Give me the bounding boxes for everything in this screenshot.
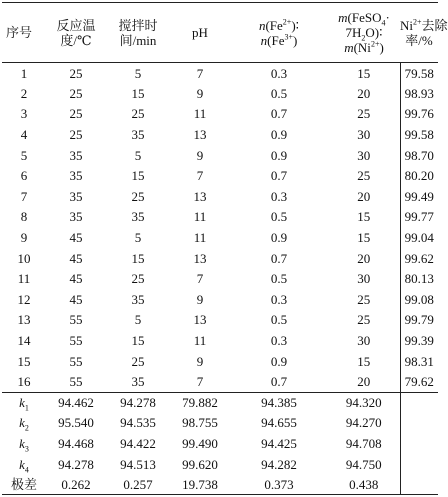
table-row bbox=[2, 186, 438, 207]
table-row bbox=[2, 83, 438, 104]
stats-label-text: k bbox=[19, 395, 25, 411]
cell-feso4-ratio: 15 bbox=[328, 207, 400, 228]
stats-label-text: 极差 bbox=[10, 476, 37, 492]
cell-temperature: 45 bbox=[69, 230, 83, 246]
cell-ph: 7 bbox=[196, 168, 204, 184]
text-7h: 7H bbox=[345, 25, 362, 40]
sub-2: 2 bbox=[361, 33, 366, 43]
cell-feso4-ratio: 15 bbox=[328, 227, 400, 248]
cell-stir-time: 35 bbox=[131, 291, 145, 307]
cell-removal-rate: 99.39 bbox=[404, 333, 434, 349]
cell-feso4-ratio: 30 bbox=[328, 124, 400, 145]
cell-fe-ratio: 0.7 bbox=[270, 106, 288, 122]
cell-seq: 2 bbox=[20, 85, 28, 101]
cell-fe-ratio: 0.3 bbox=[270, 333, 288, 349]
stats-cell-ph: 98.755 bbox=[182, 415, 218, 431]
orthogonal-test-table bbox=[2, 2, 448, 495]
stats-cell-temperature: 94.278 bbox=[58, 456, 94, 472]
header-fe-ratio bbox=[230, 3, 328, 63]
cell-feso4-ratio: 25 bbox=[328, 104, 400, 125]
var-m: m bbox=[344, 40, 354, 55]
table-row bbox=[2, 330, 438, 351]
cell-removal-rate: 99.04 bbox=[404, 230, 434, 246]
cell-ph: 13 bbox=[193, 188, 207, 204]
table-row bbox=[2, 227, 438, 248]
stats-cell-stir-time: 94.535 bbox=[120, 415, 156, 431]
cell-seq: 13 bbox=[17, 312, 31, 328]
header-stir-time-line2: 间/min bbox=[119, 32, 157, 48]
header-temperature bbox=[46, 3, 106, 63]
cell-seq: 9 bbox=[20, 230, 28, 246]
cell-removal-rate: 80.13 bbox=[404, 271, 434, 287]
cell-ph: 7 bbox=[196, 271, 204, 287]
cell-fe-ratio: 0.3 bbox=[270, 188, 288, 204]
cell-feso4-ratio: 15 bbox=[328, 351, 400, 372]
stats-cell-empty bbox=[400, 474, 438, 495]
cell-removal-rate: 99.49 bbox=[404, 188, 434, 204]
table-row bbox=[2, 289, 438, 310]
cell-ph: 11 bbox=[193, 230, 207, 246]
stats-cell-feso4-ratio: 94.320 bbox=[328, 392, 400, 413]
cell-stir-time: 25 bbox=[131, 188, 145, 204]
cell-removal-rate: 98.31 bbox=[404, 353, 434, 369]
cell-temperature: 25 bbox=[69, 106, 83, 122]
cell-stir-time: 5 bbox=[134, 312, 142, 328]
cell-fe-ratio: 0.7 bbox=[270, 168, 288, 184]
cell-temperature: 25 bbox=[69, 127, 83, 143]
stats-label bbox=[2, 454, 46, 475]
cell-stir-time: 35 bbox=[131, 373, 145, 389]
cell-ph: 11 bbox=[193, 106, 207, 122]
sup-2plus: 2+ bbox=[413, 17, 422, 27]
table-stats bbox=[2, 392, 438, 495]
cell-seq: 11 bbox=[17, 271, 31, 287]
cell-fe-ratio: 0.5 bbox=[270, 209, 288, 225]
cell-temperature: 55 bbox=[69, 312, 83, 328]
header-removal-line2: 率/% bbox=[405, 32, 433, 48]
header-stir-time bbox=[106, 3, 170, 63]
table-body bbox=[2, 63, 438, 393]
cell-removal-rate: 80.20 bbox=[404, 168, 434, 184]
cell-seq: 16 bbox=[17, 373, 31, 389]
stats-row bbox=[2, 433, 438, 454]
text-paren: ) bbox=[293, 32, 298, 48]
stats-label-sub: 1 bbox=[24, 403, 29, 413]
cell-stir-time: 35 bbox=[131, 127, 145, 143]
cell-seq: 1 bbox=[20, 65, 28, 81]
cell-fe-ratio: 0.5 bbox=[270, 312, 288, 328]
cell-stir-time: 35 bbox=[131, 209, 145, 225]
stats-cell-fe-ratio: 94.425 bbox=[261, 435, 297, 451]
table-row bbox=[2, 371, 438, 392]
header-removal-rate bbox=[400, 3, 448, 63]
cell-removal-rate: 99.77 bbox=[404, 209, 434, 225]
cell-seq: 5 bbox=[20, 147, 28, 163]
stats-cell-empty bbox=[400, 454, 438, 475]
cell-removal-rate: 99.62 bbox=[404, 250, 434, 266]
cell-feso4-ratio: 20 bbox=[328, 186, 400, 207]
table-row bbox=[2, 310, 438, 331]
cell-seq: 4 bbox=[20, 127, 28, 143]
cell-fe-ratio: 0.9 bbox=[270, 353, 288, 369]
cell-ph: 9 bbox=[196, 147, 204, 163]
cell-temperature: 35 bbox=[69, 188, 83, 204]
stats-cell-stir-time: 94.422 bbox=[120, 435, 156, 451]
stats-label bbox=[2, 474, 46, 495]
cell-stir-time: 5 bbox=[134, 147, 142, 163]
cell-temperature: 35 bbox=[69, 168, 83, 184]
cell-removal-rate: 79.58 bbox=[404, 65, 434, 81]
cell-seq: 12 bbox=[17, 291, 31, 307]
stats-label bbox=[2, 433, 46, 454]
stats-cell-empty bbox=[400, 392, 438, 413]
cell-fe-ratio: 0.7 bbox=[270, 250, 288, 266]
cell-removal-rate: 79.62 bbox=[404, 373, 434, 389]
cell-stir-time: 5 bbox=[134, 230, 142, 246]
stats-cell-fe-ratio: 94.655 bbox=[261, 415, 297, 431]
cell-feso4-ratio: 15 bbox=[328, 63, 400, 84]
text-ni: Ni bbox=[400, 17, 413, 33]
stats-label-text: k bbox=[19, 456, 25, 472]
table-row bbox=[2, 165, 438, 186]
text-removal: 去除 bbox=[421, 17, 448, 33]
table-row bbox=[2, 351, 438, 372]
table-row bbox=[2, 124, 438, 145]
cell-ph: 9 bbox=[196, 353, 204, 369]
stats-cell-fe-ratio: 94.385 bbox=[230, 392, 328, 413]
text-fe: (Fe bbox=[265, 17, 283, 33]
stats-cell-temperature: 94.468 bbox=[58, 435, 94, 451]
cell-fe-ratio: 0.5 bbox=[270, 85, 288, 101]
sup-2plus: 2+ bbox=[370, 39, 380, 49]
stats-cell-feso4-ratio: 94.708 bbox=[328, 433, 400, 454]
stats-cell-empty bbox=[400, 413, 438, 434]
cell-seq: 15 bbox=[17, 353, 31, 369]
cell-seq: 6 bbox=[20, 168, 28, 184]
stats-cell-feso4-ratio: 94.750 bbox=[328, 454, 400, 475]
cell-temperature: 55 bbox=[69, 333, 83, 349]
cell-fe-ratio: 0.9 bbox=[270, 127, 288, 143]
table-row bbox=[2, 104, 438, 125]
header-seq: 序号 bbox=[6, 25, 33, 40]
cell-ph: 13 bbox=[193, 127, 207, 143]
cell-temperature: 45 bbox=[69, 250, 83, 266]
header-temperature-line2: 度/℃ bbox=[60, 32, 92, 48]
text-dot: · bbox=[385, 10, 390, 25]
stats-cell-temperature: 0.262 bbox=[46, 474, 106, 495]
stats-cell-temperature: 94.462 bbox=[46, 392, 106, 413]
cell-stir-time: 5 bbox=[134, 65, 142, 81]
cell-ph: 13 bbox=[193, 312, 207, 328]
cell-feso4-ratio: 25 bbox=[328, 165, 400, 186]
cell-removal-rate: 99.79 bbox=[404, 312, 434, 328]
stats-cell-ph: 99.490 bbox=[182, 435, 218, 451]
sup-3plus: 3+ bbox=[284, 32, 293, 42]
cell-ph: 7 bbox=[196, 373, 204, 389]
header-feso4-line1 bbox=[328, 10, 400, 28]
header-feso4-ratio bbox=[328, 3, 400, 63]
cell-feso4-ratio: 30 bbox=[328, 268, 400, 289]
stats-cell-empty bbox=[400, 433, 438, 454]
cell-fe-ratio: 0.5 bbox=[270, 271, 288, 287]
text-o: O)∶ bbox=[365, 25, 383, 40]
cell-feso4-ratio: 20 bbox=[328, 83, 400, 104]
cell-ph: 9 bbox=[196, 291, 204, 307]
cell-feso4-ratio: 30 bbox=[328, 330, 400, 351]
cell-ph: 9 bbox=[196, 85, 204, 101]
text-paren: ) bbox=[379, 40, 384, 55]
cell-fe-ratio: 0.3 bbox=[270, 291, 288, 307]
stats-cell-fe-ratio: 94.282 bbox=[261, 456, 297, 472]
stats-row bbox=[2, 413, 438, 434]
cell-temperature: 25 bbox=[69, 85, 83, 101]
stats-cell-ph: 19.738 bbox=[170, 474, 230, 495]
cell-feso4-ratio: 25 bbox=[328, 310, 400, 331]
table-row bbox=[2, 63, 438, 84]
cell-stir-time: 25 bbox=[131, 106, 145, 122]
cell-seq: 7 bbox=[20, 188, 28, 204]
text-fe: (Fe bbox=[267, 32, 285, 48]
sup-2plus: 2+ bbox=[282, 17, 292, 27]
cell-feso4-ratio: 20 bbox=[328, 248, 400, 269]
cell-ph: 11 bbox=[193, 209, 207, 225]
cell-ph: 11 bbox=[193, 333, 207, 349]
header-fe-ratio-line2 bbox=[230, 33, 328, 48]
text-ni: (Ni bbox=[353, 40, 371, 55]
stats-cell-fe-ratio: 0.373 bbox=[230, 474, 328, 495]
header-removal-line1 bbox=[400, 17, 448, 33]
stats-cell-ph: 99.620 bbox=[182, 456, 218, 472]
stats-row bbox=[2, 392, 438, 413]
cell-fe-ratio: 0.9 bbox=[270, 147, 288, 163]
cell-fe-ratio: 0.7 bbox=[270, 373, 288, 389]
stats-label-sub: 3 bbox=[24, 444, 29, 454]
cell-stir-time: 25 bbox=[131, 271, 145, 287]
sub-4: 4 bbox=[381, 18, 386, 28]
cell-fe-ratio: 0.9 bbox=[270, 230, 288, 246]
table-row bbox=[2, 268, 438, 289]
stats-label bbox=[2, 413, 46, 434]
header-temperature-line1: 反应温 bbox=[56, 17, 96, 33]
text-feso: (FeSO bbox=[347, 10, 382, 25]
cell-stir-time: 15 bbox=[131, 85, 145, 101]
stats-cell-ph: 79.882 bbox=[170, 392, 230, 413]
var-n: n bbox=[258, 17, 266, 33]
table-header bbox=[2, 3, 448, 63]
cell-feso4-ratio: 25 bbox=[328, 289, 400, 310]
cell-fe-ratio: 0.3 bbox=[270, 65, 288, 81]
cell-temperature: 55 bbox=[69, 353, 83, 369]
cell-ph: 7 bbox=[196, 65, 204, 81]
cell-removal-rate: 98.70 bbox=[404, 147, 434, 163]
header-ph: pH bbox=[192, 25, 208, 40]
stats-cell-stir-time: 0.257 bbox=[106, 474, 170, 495]
table-row bbox=[2, 248, 438, 269]
cell-stir-time: 15 bbox=[131, 168, 145, 184]
cell-ph: 13 bbox=[193, 250, 207, 266]
header-feso4-line2 bbox=[328, 25, 400, 43]
stats-cell-temperature: 95.540 bbox=[58, 415, 94, 431]
stats-label-sub: 2 bbox=[24, 423, 29, 433]
stats-label-text: k bbox=[19, 415, 25, 431]
cell-temperature: 35 bbox=[69, 209, 83, 225]
cell-feso4-ratio: 30 bbox=[328, 145, 400, 166]
cell-stir-time: 15 bbox=[131, 250, 145, 266]
cell-removal-rate: 99.58 bbox=[404, 127, 434, 143]
header-fe-ratio-line1 bbox=[230, 18, 328, 33]
stats-label-text: k bbox=[19, 435, 25, 451]
cell-seq: 3 bbox=[20, 106, 28, 122]
cell-removal-rate: 99.76 bbox=[404, 106, 434, 122]
stats-label-sub: 4 bbox=[24, 465, 29, 475]
stats-label bbox=[2, 392, 46, 413]
stats-cell-feso4-ratio: 0.438 bbox=[328, 474, 400, 495]
var-m: m bbox=[338, 10, 348, 25]
var-n: n bbox=[260, 32, 268, 48]
stats-row bbox=[2, 454, 438, 475]
cell-temperature: 25 bbox=[69, 65, 83, 81]
cell-seq: 8 bbox=[20, 209, 28, 225]
header-feso4-line3 bbox=[328, 40, 400, 55]
cell-removal-rate: 99.08 bbox=[404, 291, 434, 307]
header-stir-time-line1: 搅拌时 bbox=[118, 17, 158, 33]
cell-feso4-ratio: 20 bbox=[328, 371, 400, 392]
cell-seq: 14 bbox=[17, 333, 31, 349]
cell-temperature: 35 bbox=[69, 147, 83, 163]
cell-temperature: 55 bbox=[69, 373, 83, 389]
text-ratio-sep: )∶ bbox=[291, 17, 300, 33]
stats-cell-stir-time: 94.278 bbox=[106, 392, 170, 413]
table-row bbox=[2, 145, 438, 166]
stats-row bbox=[2, 474, 438, 495]
cell-temperature: 45 bbox=[69, 291, 83, 307]
cell-removal-rate: 98.93 bbox=[404, 85, 434, 101]
cell-seq: 10 bbox=[17, 250, 31, 266]
table-row bbox=[2, 207, 438, 228]
stats-cell-feso4-ratio: 94.270 bbox=[328, 413, 400, 434]
stats-cell-stir-time: 94.513 bbox=[120, 456, 156, 472]
cell-stir-time: 25 bbox=[131, 353, 145, 369]
cell-stir-time: 15 bbox=[131, 333, 145, 349]
cell-temperature: 45 bbox=[69, 271, 83, 287]
